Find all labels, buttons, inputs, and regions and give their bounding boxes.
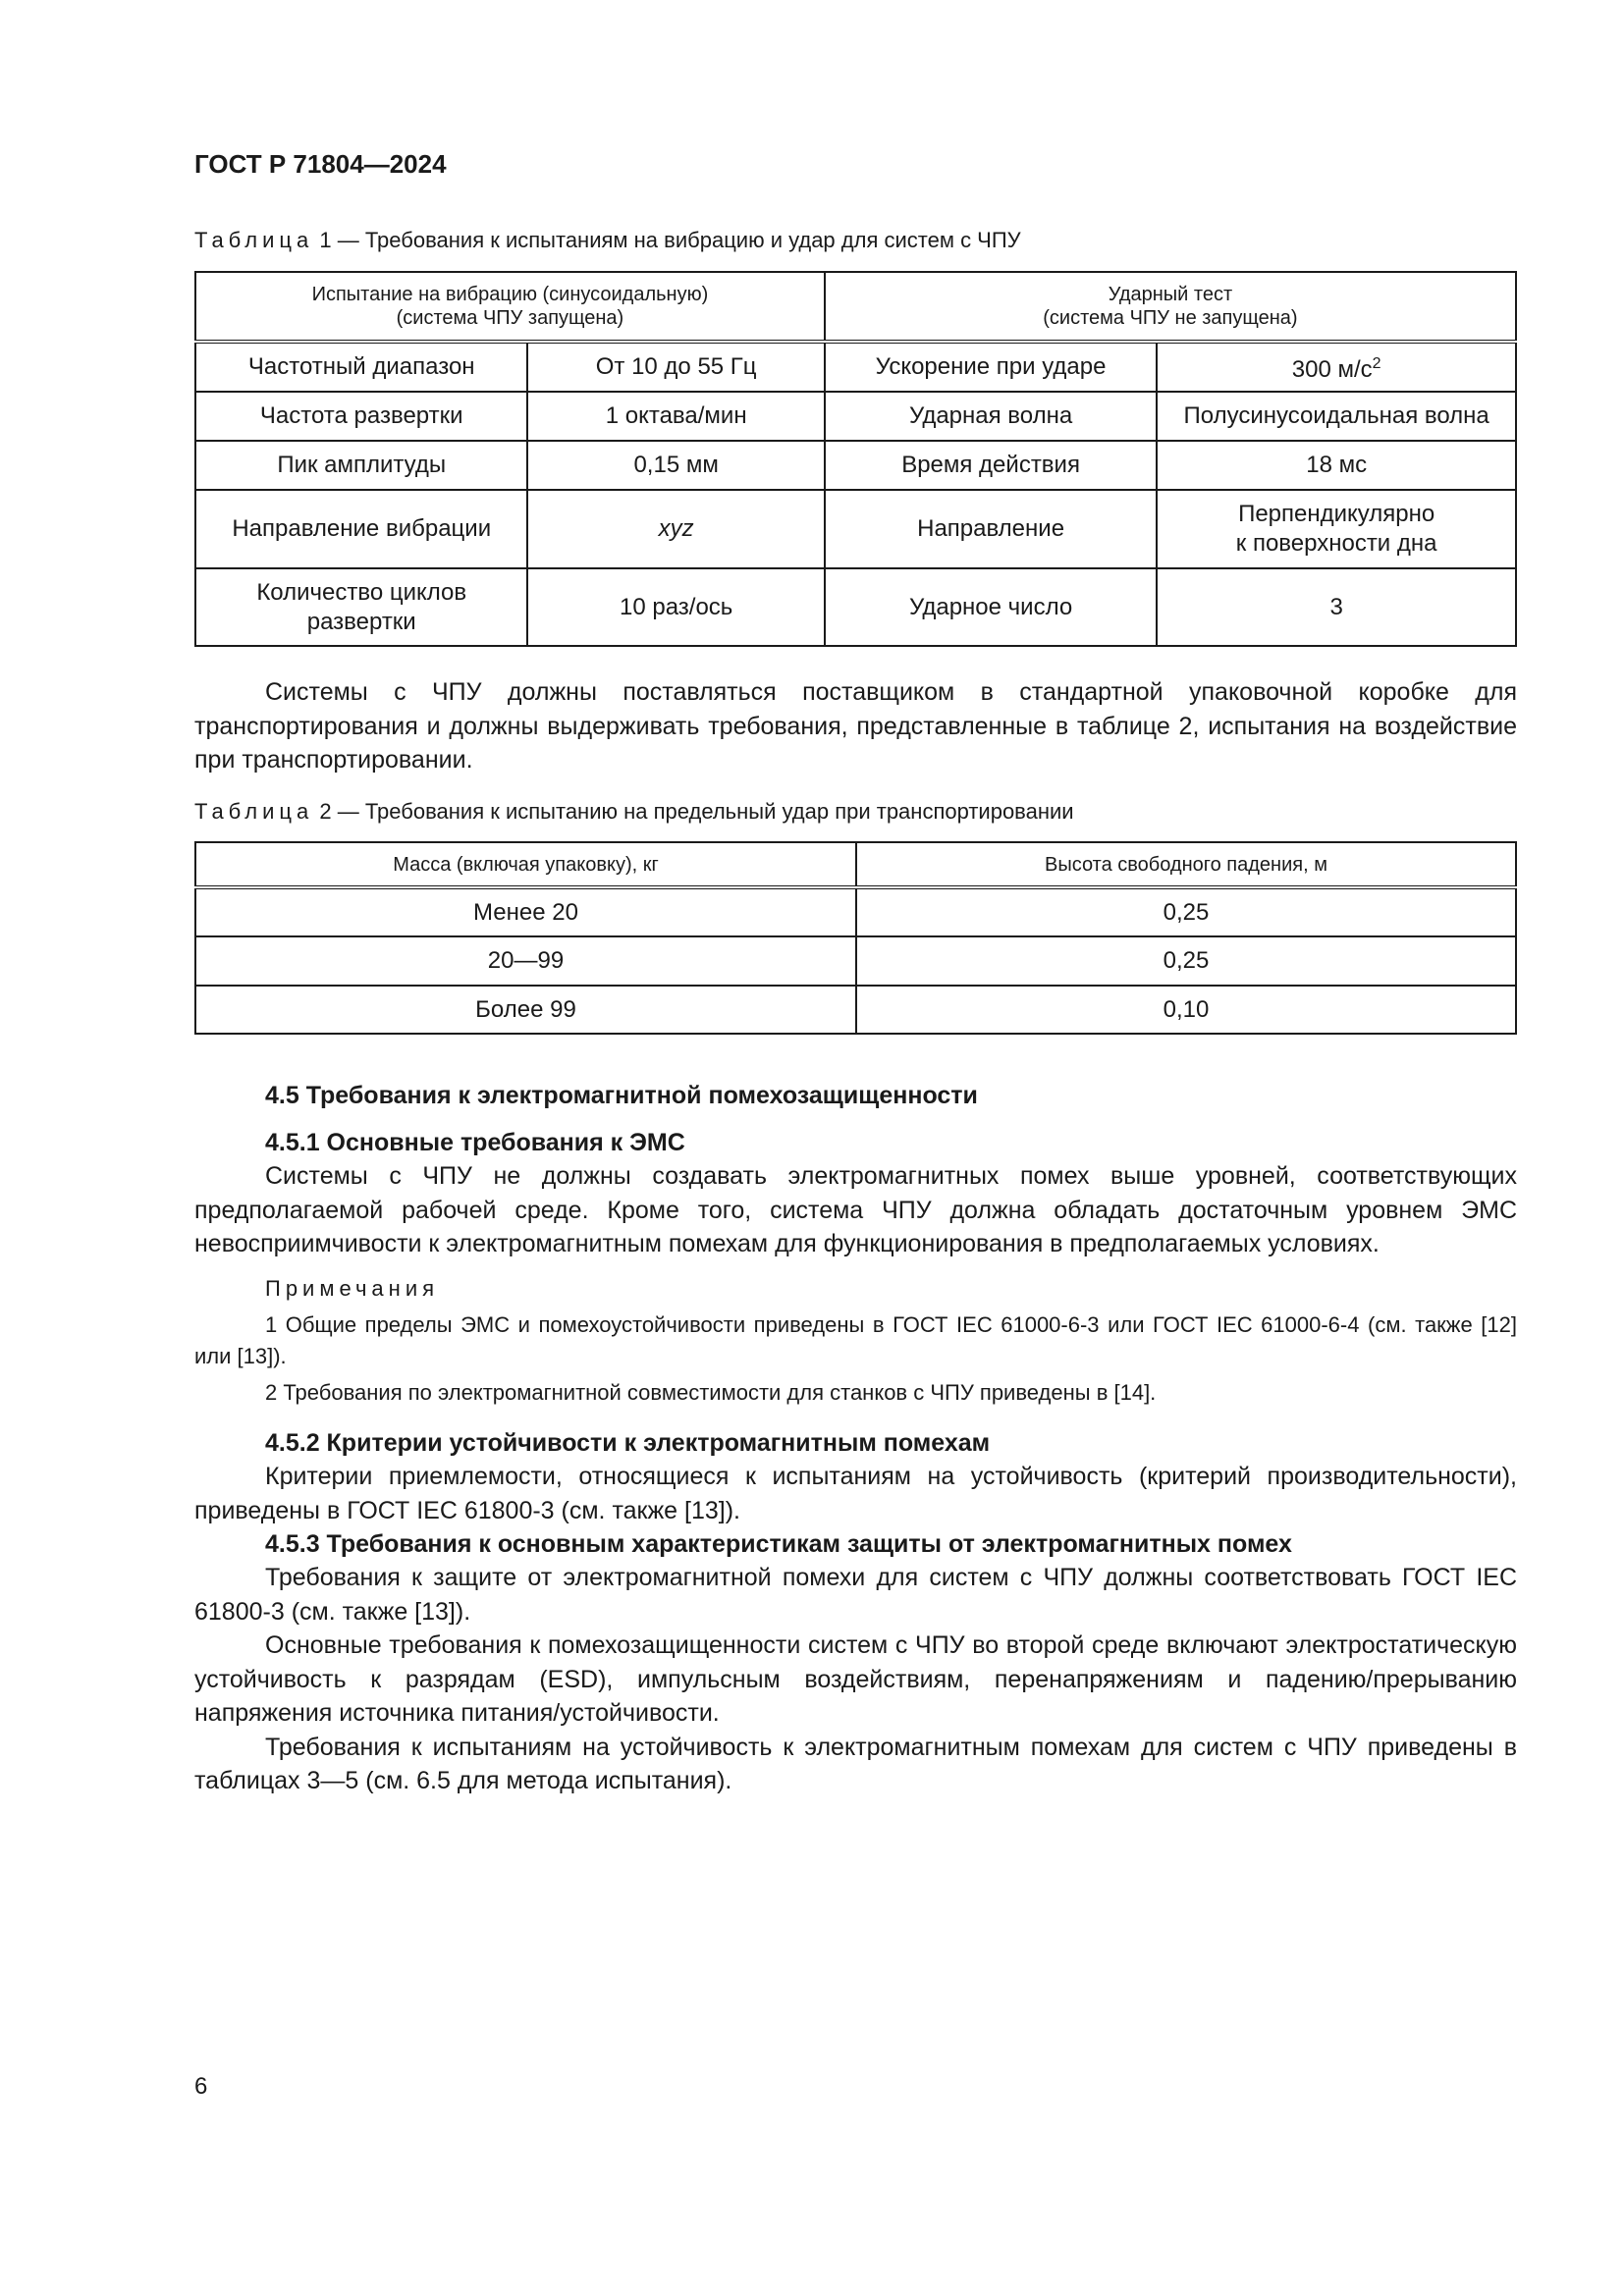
cell: Перпендикулярно к поверхности дна xyxy=(1157,490,1516,568)
cell: Частотный диапазон xyxy=(195,342,527,392)
table-row xyxy=(195,887,1516,936)
section-heading: 4.5.3 Требования к основным характеристикам защиты от электромагнитных помех xyxy=(265,1530,1292,1558)
section-heading: 4.5.2 Критерии устойчивости к электромагнитным помехам xyxy=(265,1429,991,1457)
paragraph: Системы с ЧПУ должны поставляться поставщиком в стандартной упаковочной коробке для транспортирования и должны выдерживать требования, представленные в таблице 2, испытания на воздействие при транспортировании. xyxy=(194,678,1517,774)
section-heading: 4.5.1 Основные требования к ЭМС xyxy=(265,1129,685,1156)
caption-text: 1 — Требования к испытаниям на вибрацию и удар для систем с ЧПУ xyxy=(313,228,1021,252)
table2-header xyxy=(195,842,1516,887)
paragraph: Требования к испытаниям на устойчивость к электромагнитным помехам для систем с ЧПУ приведены в таблицах 3—5 (см. 6.5 для метода испытания). xyxy=(194,1733,1517,1794)
table1 xyxy=(194,271,1517,647)
cell: 10 раз/ось xyxy=(527,568,824,646)
note: 1 Общие пределы ЭМС и помехоустойчивости приведены в ГОСТ IEC 61000-6-3 или ГОСТ IEC 61000-6-4 (см. также [12] или [13]). xyxy=(194,1312,1517,1368)
cell: Количество циклов развертки xyxy=(195,568,527,646)
cell: 300 $м/с^2$ xyxy=(1157,342,1516,392)
cell: 0,10 xyxy=(856,986,1516,1034)
cell: 3 xyxy=(1157,568,1516,646)
paragraph: Системы с ЧПУ не должны создавать электромагнитных помех выше уровней, соответствующих предполагаемой рабочей среде. Кроме того, система ЧПУ должна обладать достаточным уровнем ЭМС невосприимчивости к электромагнитным помехам для функционирования в предполагаемых условиях. xyxy=(194,1162,1517,1257)
table-row xyxy=(195,986,1516,1034)
table-row xyxy=(195,441,1516,490)
paragraph: Требования к защите от электромагнитной помехи для систем с ЧПУ должны соответствовать ГОСТ IEC 61800-3 (см. также [13]). xyxy=(194,1564,1517,1626)
header-shock: Ударный тест (система ЧПУ не запущена) xyxy=(825,272,1516,342)
cell: Частота развертки xyxy=(195,392,527,441)
paragraph: Критерии приемлемости, относящиеся к испытаниям на устойчивость (критерий производительности), приведены в ГОСТ IEC 61800-3 (см. также [13]). xyxy=(194,1463,1517,1524)
paragraph: Основные требования к помехозащищенности систем с ЧПУ во второй среде включают электростатическую устойчивость к разрядам (ESD), импульсным воздействиям, перенапряжениям и падению/прерыванию напряжения источника питания/устойчивости. xyxy=(194,1631,1517,1727)
cell: Ударная волна xyxy=(825,392,1157,441)
table-row xyxy=(195,568,1516,646)
section-heading: 4.5 Требования к электромагнитной помехозащищенности xyxy=(265,1082,978,1109)
cell: 18 мс xyxy=(1157,441,1516,490)
cell: Направление вибрации xyxy=(195,490,527,568)
cell: Менее 20 xyxy=(195,887,856,936)
table-row xyxy=(195,936,1516,986)
table-row xyxy=(195,392,1516,441)
table1-caption xyxy=(194,228,1517,253)
notes-title: Примечания xyxy=(265,1276,440,1301)
cell: Более 99 xyxy=(195,986,856,1034)
table2-caption xyxy=(194,799,1517,825)
table-row xyxy=(195,342,1516,392)
caption-text: 2 — Требования к испытанию на предельный удар при транспортировании xyxy=(313,799,1074,824)
cell: Полусинусоидальная волна xyxy=(1157,392,1516,441)
header-cell: Масса (включая упаковку), кг xyxy=(195,842,856,887)
table2 xyxy=(194,841,1517,1035)
table-row xyxy=(195,490,1516,568)
header-vibration: Испытание на вибрацию (синусоидальную) (система ЧПУ запущена) xyxy=(195,272,825,342)
cell: 1 октава/мин xyxy=(527,392,824,441)
caption-prefix: Таблица xyxy=(194,228,314,252)
cell: От 10 до 55 Гц xyxy=(527,342,824,392)
cell: Пик амплитуды xyxy=(195,441,527,490)
cell: xyz xyxy=(527,490,824,568)
cell: 0,25 xyxy=(856,936,1516,986)
caption-prefix: Таблица xyxy=(194,799,314,824)
cell: Ударное число xyxy=(825,568,1157,646)
page-number: 6 xyxy=(194,2073,208,2100)
cell: 0,25 xyxy=(856,887,1516,936)
note: 2 Требования по электромагнитной совместимости для станков с ЧПУ приведены в [14]. xyxy=(265,1380,1157,1405)
header-cell: Высота свободного падения, м xyxy=(856,842,1516,887)
cell: 0,15 мм xyxy=(527,441,824,490)
cell: Направление xyxy=(825,490,1157,568)
table1-header xyxy=(195,272,1516,342)
cell: 20—99 xyxy=(195,936,856,986)
cell: Ускорение при ударе xyxy=(825,342,1157,392)
cell: Время действия xyxy=(825,441,1157,490)
document-header: ГОСТ Р 71804—2024 xyxy=(194,149,447,179)
